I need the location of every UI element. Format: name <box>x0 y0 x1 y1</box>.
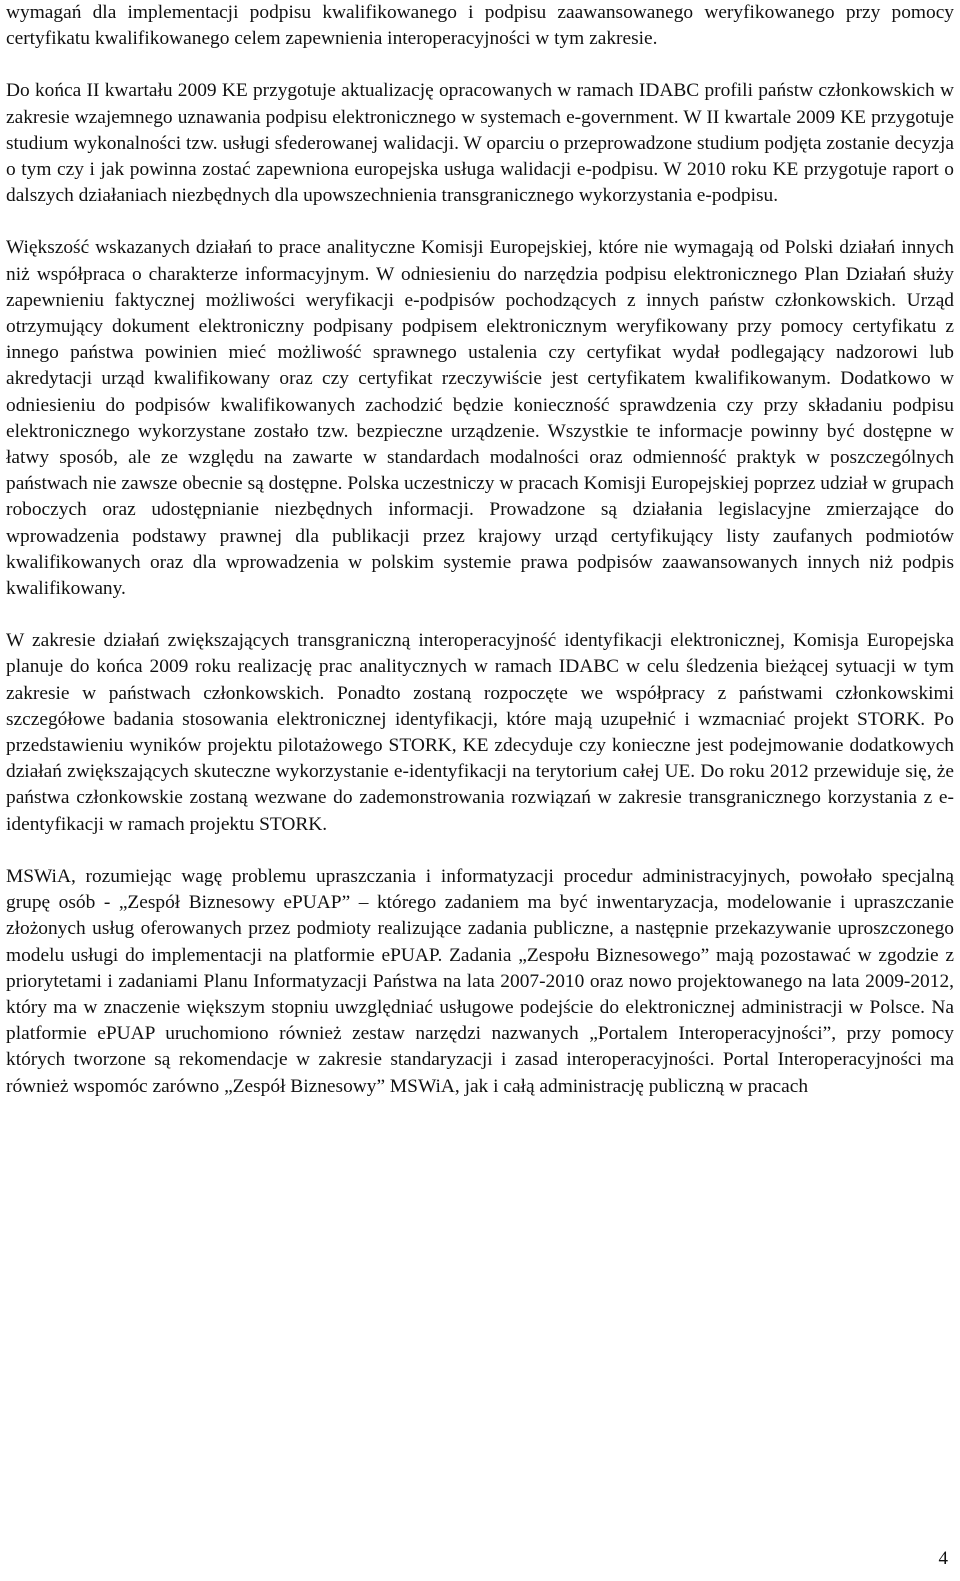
paragraph-mswia-epuap: MSWiA, rozumiejąc wagę problemu upraszczania i informatyzacji procedur administracyjnych, powołało specjalną grupę osób - „Zespół Biznesowy ePUAP” – którego zadaniem ma być inwentaryzacja, modelowanie i upraszczanie złożonych usług oferowanych przez podmioty realizujące zadania publiczne, a następnie przekazywanie uproszczonego modelu usługi do implementacji na platformie ePUAP. Zadania „Zespołu Biznesowego” mają pozostawać w zgodzie z priorytetami i zadaniami Planu Informatyzacji Państwa na lata 2007-2010 oraz nowo projektowanego na lata 2009-2012, który ma w znaczenie większym stopniu uwzględniać usługowe podejście do elektronicznej administracji w Polsce. Na platformie ePUAP uruchomiono również zestaw narzędzi nazwanych „Portalem Interoperacyjności”, przy pomocy których tworzone są rekomendacje w zakresie standaryzacji i zasad interoperacyjności. Portal Interoperacyjności ma również wspomóc zarówno „Zespół Biznesowy” MSWiA, jak i całą administrację publiczną w pracach <box>6 865 954 1097</box>
paragraph-e-identification: W zakresie działań zwiększających transgraniczną interoperacyjność identyfikacji elektronicznej, Komisja Europejska planuje do końca 2009 roku realizację prac analitycznych w ramach IDABC w celu śledzenia bieżącej sytuacji w tym zakresie w państwach członkowskich. Ponadto zostaną rozpoczęte we współpracy z państwami członkowskimi szczegółowe badania stosowania elektronicznej identyfikacji, które mają uzupełnić i wzmacniać projekt STORK. Po przedstawieniu wyników projektu pilotażowego STORK, KE zdecyduje czy konieczne jest podejmowanie dodatkowych działań zwiększających skuteczne wykorzystanie e-identyfikacji na terytorium całej UE. Do roku 2012 przewiduje się, że państwa członkowskie zostaną wezwane do zademonstrowania rozwiązań w zakresie transgranicznego korzystania z e-identyfikacji w ramach projektu STORK. <box>6 630 954 835</box>
paragraph-e-signature-actions: Większość wskazanych działań to prace analityczne Komisji Europejskiej, które nie wymagają od Polski działań innych niż współpraca o charakterze informacyjnym. W odniesieniu do narzędzia podpisu elektronicznego Plan Działań służy zapewnieniu faktycznej możliwości weryfikacji e-podpisów pochodzących z innych państw członkowskich. Urząd otrzymujący dokument elektroniczny podpisany podpisem elektronicznym weryfikowany przy pomocy certyfikatu z innego państwa powinien mieć możliwość sprawnego ustalenia czy certyfikat wydał podlegający nadzorowi lub akredytacji urząd kwalifikowany oraz czy certyfikat rzeczywiście jest certyfikatem kwalifikowanym. Dodatkowo w odniesieniu do podpisów kwalifikowanych zachodzić będzie konieczność sprawdzenia czy przy składaniu podpisu elektronicznego wykorzystane zostało tzw. bezpieczne urządzenie. Wszystkie te informacje powinny być dostępne w łatwy sposób, ale ze względu na zawarte w standardach modalności oraz odmienność praktyk w poszczególnych państwach nie zawsze obecnie są dostępne. Polska uczestniczy w pracach Komisji Europejskiej poprzez udział w grupach roboczych oraz udostępnianie niezbędnych informacji. Prowadzone są działania legislacyjne zmierzające do wprowadzenia podstawy prawnej dla publikacji przez krajowy urząd certyfikujący listy zaufanych podmiotów kwalifikowanych oraz dla wprowadzenia w polskim systemie prawa podpisów zaawansowanych innych niż podpis kwalifikowany. <box>6 237 954 600</box>
paragraph-interoperability-intro: wymagań dla implementacji podpisu kwalifikowanego i podpisu zaawansowanego weryfikowanego przy pomocy certyfikatu kwalifikowanego celem zapewnienia interoperacyjności w tym zakresie. <box>6 2 954 50</box>
paragraph-spacer <box>6 209 954 235</box>
paragraph-spacer <box>6 602 954 628</box>
paragraph-spacer <box>6 52 954 78</box>
paragraph-ke-timeline: Do końca II kwartału 2009 KE przygotuje aktualizację opracowanych w ramach IDABC profili państw członkowskich w zakresie wzajemnego uznawania podpisu elektronicznego w systemach e-government. W II kwartale 2009 KE przygotuje studium wykonalności tzw. usługi sfederowanej walidacji. W oparciu o przeprowadzone studium podjęta zostanie decyzja o tym czy i jak powinna zostać zapewniona europejska usługa walidacji e-podpisu. W 2010 roku KE przygotuje raport o dalszych działaniach niezbędnych dla upowszechnienia transgranicznego wykorzystania e-podpisu. <box>6 80 954 207</box>
page-number: 4 <box>938 1548 948 1569</box>
paragraph-spacer <box>6 838 954 864</box>
document-page <box>6 0 954 1100</box>
